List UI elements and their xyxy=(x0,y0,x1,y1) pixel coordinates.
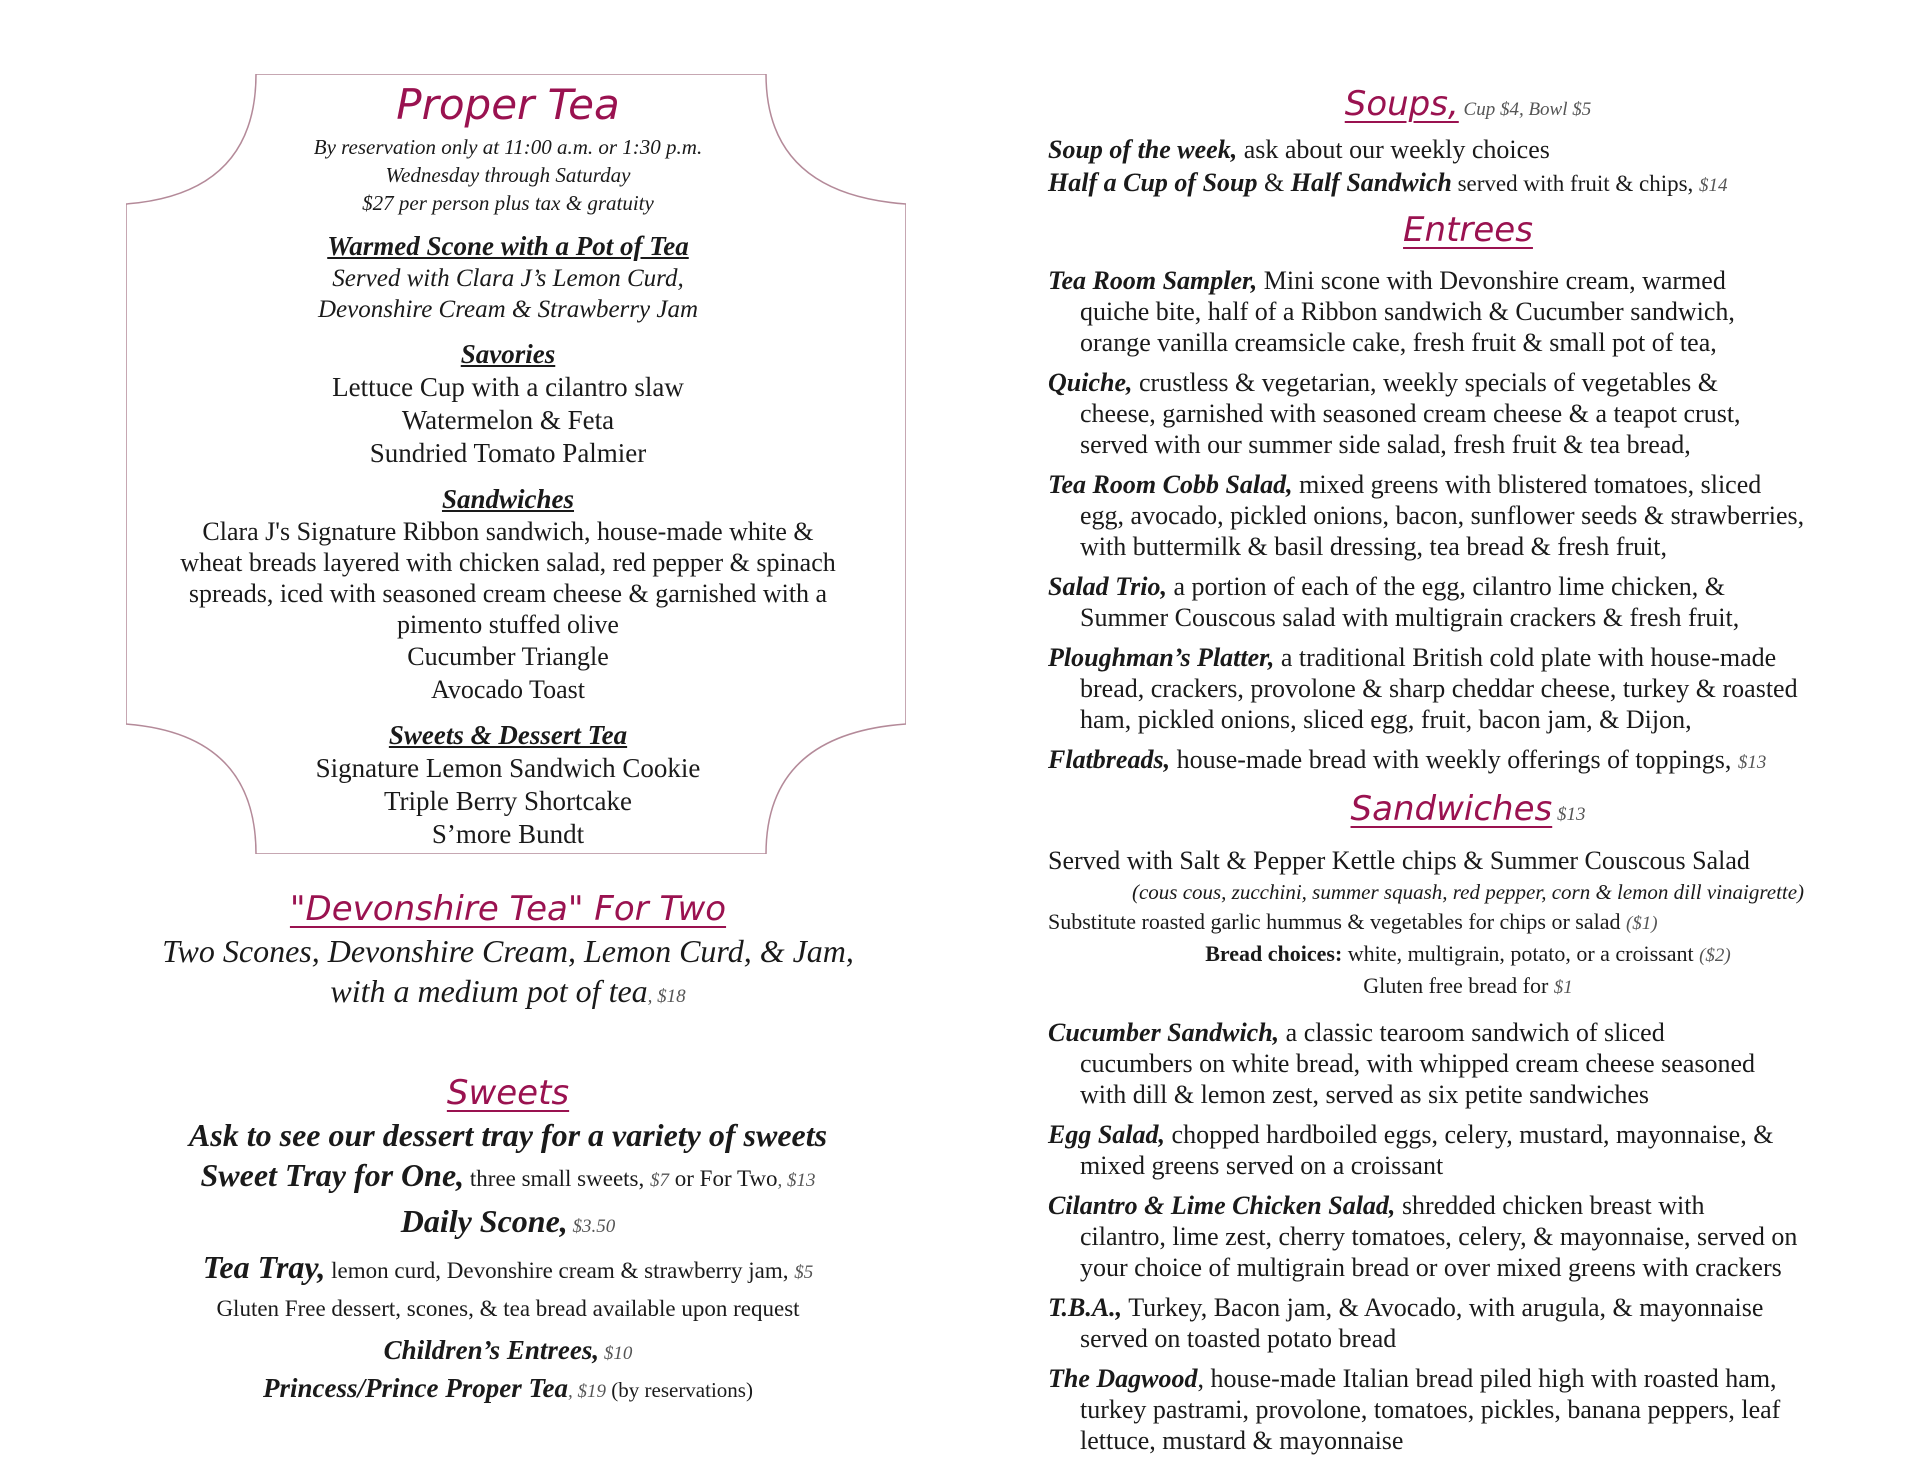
sandwiches-price: $13 xyxy=(1552,804,1586,825)
menu-item-first-line: Turkey, Bacon jam, & Avocado, with arugula, & mayonnaise xyxy=(1122,1293,1764,1322)
menu-item xyxy=(1048,367,1888,460)
menu-item-line: lettuce, mustard & mayonnaise xyxy=(1080,1426,1404,1455)
menu-item-line: served with our summer side salad, fresh fruit & tea bread, xyxy=(1080,430,1691,459)
menu-item xyxy=(1048,571,1888,633)
soups-header xyxy=(1048,82,1888,133)
menu-item xyxy=(1048,469,1888,562)
menu-item-line: bread, crackers, provolone & sharp cheddar cheese, turkey & roasted xyxy=(1080,674,1798,703)
menu-item xyxy=(1048,642,1888,735)
princess-note: (by reservations) xyxy=(606,1377,753,1402)
soup-item-desc: ask about our weekly choices xyxy=(1237,135,1550,164)
gluten-bread-line xyxy=(1048,971,1888,1003)
devonshire-line-2-text: with a medium pot of tea xyxy=(330,972,648,1009)
left-column xyxy=(108,70,948,1409)
sweet-item: S’more Bundt xyxy=(431,818,585,849)
sweet-tray-price: $7 xyxy=(650,1169,670,1191)
menu-item-name: Ploughman’s Platter, xyxy=(1048,643,1275,672)
sweet-item: Triple Berry Shortcake xyxy=(384,785,632,816)
scone-line-2: Devonshire Cream & Strawberry Jam xyxy=(317,295,699,323)
daily-scone-name: Daily Scone, xyxy=(400,1202,568,1239)
scone-line-1: Served with Clara J’s Lemon Curd, xyxy=(332,264,684,292)
sandwiches-heading: Sandwiches xyxy=(441,483,575,514)
children-line xyxy=(108,1333,908,1371)
bread-choices-line xyxy=(1048,939,1888,971)
proper-tea-info-2: Wednesday through Saturday xyxy=(385,162,631,187)
menu-item-line: ham, pickled onions, sliced egg, fruit, bacon jam, & Dijon, xyxy=(1080,705,1692,734)
menu-item-name: The Dagwood xyxy=(1048,1364,1198,1393)
proper-tea-title: Proper Tea xyxy=(396,80,620,129)
menu-item-first-line: mixed greens with blistered tomatoes, sliced xyxy=(1292,470,1762,499)
menu-item-name: Egg Salad, xyxy=(1048,1120,1166,1149)
sandwich-line: pimento stuffed olive xyxy=(397,609,619,639)
sandwiches-list xyxy=(1048,1017,1888,1456)
princess-name: Princess/Prince Proper Tea xyxy=(263,1372,569,1403)
savory-item: Lettuce Cup with a cilantro slaw xyxy=(332,371,684,402)
menu-item-line: cheese, garnished with seasoned cream cheese & a teapot crust, xyxy=(1080,399,1741,428)
sweet-tray-line xyxy=(108,1155,908,1201)
proper-tea-info-1: By reservation only at 11:00 a.m. or 1:30 p.m. xyxy=(313,134,703,159)
menu-item-line: Summer Couscous salad with multigrain crackers & fresh fruit, xyxy=(1080,603,1740,632)
soup-item-desc: & xyxy=(1257,168,1291,197)
bread-choices-label: Bread choices: xyxy=(1205,941,1343,966)
menu-item-name: Cilantro & Lime Chicken Salad, xyxy=(1048,1191,1396,1220)
tea-tray-line xyxy=(108,1247,908,1293)
soup-item-name-2: Half Sandwich xyxy=(1290,168,1452,197)
substitute-line xyxy=(1048,907,1888,939)
menu-item-name: Tea Room Sampler, xyxy=(1048,266,1258,295)
savories-heading: Savories xyxy=(460,338,556,369)
substitute-text: Substitute roasted garlic hummus & vegetables for chips or salad xyxy=(1048,909,1626,934)
menu-item-name: Tea Room Cobb Salad, xyxy=(1048,470,1293,499)
menu-item-line: turkey pastrami, provolone, tomatoes, pickles, banana peppers, leaf xyxy=(1080,1395,1781,1424)
sweets-title: Sweets xyxy=(446,1072,570,1113)
savory-item: Watermelon & Feta xyxy=(401,404,615,435)
menu-item-price: $13 xyxy=(1737,752,1767,773)
menu-item-line: orange vanilla creamsicle cake, fresh fruit & small pot of tea, xyxy=(1080,328,1717,357)
menu-item-name: Cucumber Sandwich, xyxy=(1048,1018,1280,1047)
menu-item-line: cilantro, lime zest, cherry tomatoes, celery, & mayonnaise, served on xyxy=(1080,1222,1798,1251)
soup-item-price: $14 xyxy=(1699,175,1728,196)
gluten-free-note: Gluten Free dessert, scones, & tea bread available upon request xyxy=(216,1295,800,1321)
sweets-dessert-heading: Sweets & Dessert Tea xyxy=(388,719,628,750)
sandwich-line: spreads, iced with seasoned cream cheese & garnished with a xyxy=(188,578,828,608)
sweets-section xyxy=(108,1071,908,1409)
sweets-ask: Ask to see our dessert tray for a variety of sweets xyxy=(188,1116,828,1153)
menu-item xyxy=(1048,1363,1888,1456)
sweet-tray-two: or For Two xyxy=(669,1165,778,1191)
devonshire-line-2 xyxy=(108,971,908,1017)
entrees-list xyxy=(1048,265,1888,778)
menu-item-first-line: shredded chicken breast with xyxy=(1395,1191,1705,1220)
scone-heading: Warmed Scone with a Pot of Tea xyxy=(327,230,689,261)
sweet-tray-desc: three small sweets, xyxy=(464,1165,651,1191)
proper-tea-info-3: $27 per person plus tax & gratuity xyxy=(362,190,654,215)
right-column xyxy=(1048,82,1888,1465)
couscous-note: (cous cous, zucchini, summer squash, red pepper, corn & lemon dill vinaigrette) xyxy=(1131,880,1805,904)
soups-price: Cup $4, Bowl $5 xyxy=(1458,99,1592,120)
sandwiches-served: Served with Salt & Pepper Kettle chips & Summer Couscous Salad xyxy=(1048,846,1750,875)
menu-item-name: Quiche, xyxy=(1048,368,1133,397)
princess-line xyxy=(108,1371,908,1409)
soup-item-desc-2: served with fruit & chips, xyxy=(1451,171,1700,196)
menu-item xyxy=(1048,265,1888,358)
menu-item-name: Flatbreads, xyxy=(1048,745,1171,774)
children-price: $10 xyxy=(599,1342,633,1364)
sandwich-line: Cucumber Triangle xyxy=(407,641,609,671)
menu-item-name: Salad Trio, xyxy=(1048,572,1167,601)
menu-item-line: cucumbers on white bread, with whipped cream cheese seasoned xyxy=(1080,1049,1756,1078)
gluten-bread-price: $1 xyxy=(1553,977,1573,998)
devonshire-price: , $18 xyxy=(647,985,686,1007)
soup-item-name: Half a Cup of Soup xyxy=(1048,168,1258,197)
menu-item xyxy=(1048,1292,1888,1354)
tea-tray-price: $5 xyxy=(794,1261,814,1283)
menu-item-first-line: house-made bread with weekly offerings of toppings, xyxy=(1170,745,1738,774)
devonshire-line-1: Two Scones, Devonshire Cream, Lemon Curd, & Jam, xyxy=(162,932,854,969)
menu-item-first-line: , house-made Italian bread piled high with roasted ham, xyxy=(1197,1364,1777,1393)
devonshire-title: "Devonshire Tea" For Two xyxy=(289,888,727,929)
menu-item-line: with buttermilk & basil dressing, tea bread & fresh fruit, xyxy=(1080,532,1668,561)
sandwich-line: Clara J's Signature Ribbon sandwich, house-made white & xyxy=(202,516,814,546)
substitute-price: ($1) xyxy=(1625,913,1658,934)
sweet-tray-two-price: , $13 xyxy=(777,1169,816,1191)
menu-item xyxy=(1048,1119,1888,1181)
devonshire-section xyxy=(108,887,908,1017)
soup-item xyxy=(1048,166,1888,202)
menu-item-first-line: Mini scone with Devonshire cream, warmed xyxy=(1257,266,1726,295)
entrees-title: Entrees xyxy=(1403,210,1533,250)
bread-choices-text: white, multigrain, potato, or a croissant xyxy=(1342,941,1700,966)
menu-item-line: served on toasted potato bread xyxy=(1080,1324,1397,1353)
soup-item-name: Soup of the week, xyxy=(1048,135,1238,164)
sandwich-line: wheat breads layered with chicken salad, red pepper & spinach xyxy=(180,547,836,577)
menu-item-line: quiche bite, half of a Ribbon sandwich & Cucumber sandwich, xyxy=(1080,297,1735,326)
menu-item-first-line: a traditional British cold plate with house-made xyxy=(1274,643,1777,672)
menu-item-first-line: a portion of each of the egg, cilantro lime chicken, & xyxy=(1166,572,1726,601)
menu-item-line: egg, avocado, pickled onions, bacon, sunflower seeds & strawberries, xyxy=(1080,501,1805,530)
savory-item: Sundried Tomato Palmier xyxy=(369,437,647,468)
sandwiches-header xyxy=(1048,787,1888,838)
entrees-header xyxy=(1048,208,1888,259)
sandwiches-title: Sandwiches xyxy=(1350,789,1553,829)
children-name: Children’s Entrees, xyxy=(383,1334,600,1365)
menu-item-first-line: crustless & vegetarian, weekly specials of vegetables & xyxy=(1132,368,1719,397)
tea-tray-desc: lemon curd, Devonshire cream & strawberry jam, xyxy=(325,1257,795,1283)
bread-choices-price: ($2) xyxy=(1699,945,1731,966)
princess-price: , $19 xyxy=(568,1380,607,1402)
menu-item-first-line: chopped hardboiled eggs, celery, mustard, mayonnaise, & xyxy=(1165,1120,1774,1149)
gluten-bread-text: Gluten free bread for xyxy=(1363,973,1554,998)
menu-item xyxy=(1048,744,1888,778)
soups-title: Soups, xyxy=(1344,84,1459,124)
menu-item-line: mixed greens served on a croissant xyxy=(1080,1151,1444,1180)
menu-item-line: with dill & lemon zest, served as six petite sandwiches xyxy=(1080,1080,1649,1109)
menu-item xyxy=(1048,1017,1888,1110)
sweet-tray-name: Sweet Tray for One, xyxy=(200,1156,465,1193)
sandwich-line: Avocado Toast xyxy=(431,674,585,704)
menu-item-name: T.B.A., xyxy=(1048,1293,1123,1322)
tea-tray-name: Tea Tray, xyxy=(202,1248,326,1285)
sweet-item: Signature Lemon Sandwich Cookie xyxy=(315,752,701,783)
soup-item xyxy=(1048,133,1888,166)
menu-item-first-line: a classic tearoom sandwich of sliced xyxy=(1279,1018,1665,1047)
menu-item-line: your choice of multigrain bread or over mixed greens with crackers xyxy=(1080,1253,1782,1282)
proper-tea-section xyxy=(108,70,908,851)
daily-scone-line xyxy=(108,1201,908,1247)
menu-item xyxy=(1048,1190,1888,1283)
daily-scone-price: $3.50 xyxy=(567,1215,616,1237)
